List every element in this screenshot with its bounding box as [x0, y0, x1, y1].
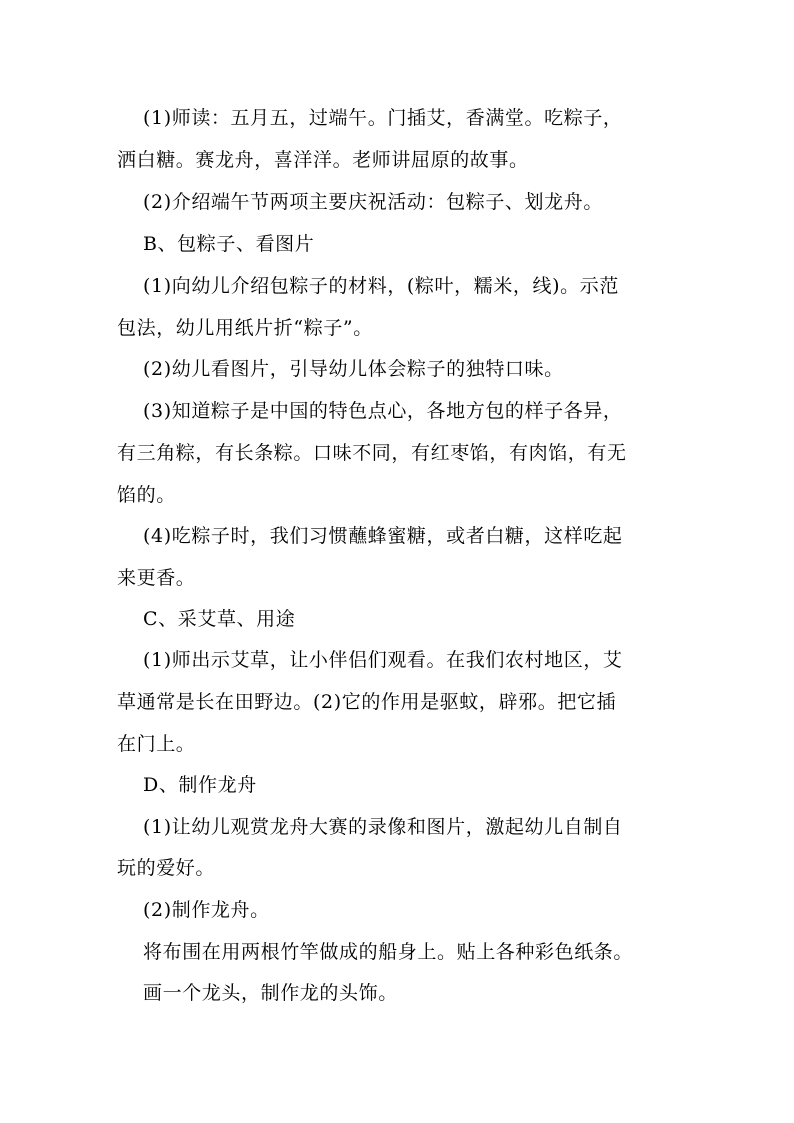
paragraph-line: 洒白糖。赛龙舟，喜洋洋。老师讲屈原的故事。 — [117, 149, 529, 171]
paragraph-line: 在门上。 — [117, 733, 196, 755]
paragraph-line: (1)让幼儿观赏龙舟大赛的录像和图片，激起幼儿自制自 — [143, 816, 623, 838]
paragraph-line: (1)师出示艾草，让小伴侣们观看。在我们农村地区，艾 — [143, 649, 623, 671]
paragraph-line: 馅的。 — [117, 484, 176, 506]
paragraph-line: 来更香。 — [117, 567, 196, 589]
paragraph-line: 玩的爱好。 — [117, 857, 216, 879]
paragraph-line: (2)幼儿看图片，引导幼儿体会粽子的独特口味。 — [143, 358, 564, 380]
paragraph-line: (2)制作龙舟。 — [143, 899, 270, 921]
paragraph-line: 将布围在用两根竹竿做成的船身上。贴上各种彩色纸条。 — [143, 941, 634, 963]
paragraph-line: 画一个龙头，制作龙的头饰。 — [143, 982, 398, 1004]
section-heading: C、采艾草、用途 — [143, 608, 296, 630]
paragraph-line: (4)吃粽子时，我们习惯蘸蜂蜜糖，或者白糖，这样吃起 — [143, 525, 623, 547]
paragraph-line: (1)向幼儿介绍包粽子的材料，(粽叶，糯米，线)。示范 — [143, 275, 619, 297]
paragraph-line: (3)知道粽子是中国的特色点心，各地方包的样子各异， — [143, 400, 623, 422]
paragraph-line: 有三角粽，有长条粽。口味不同，有红枣馅，有肉馅，有无 — [117, 442, 627, 464]
section-heading: D、制作龙舟 — [143, 774, 257, 796]
paragraph-line: 包法，幼儿用纸片折“粽子”。 — [117, 317, 373, 339]
paragraph-line: 草通常是长在田野边。(2)它的作用是驱蚊，辟邪。把它插 — [117, 691, 617, 713]
paragraph-line: (1)师读：五月五，过端午。门插艾，香满堂。吃粽子， — [143, 107, 623, 129]
section-heading: B、包粽子、看图片 — [143, 233, 315, 255]
paragraph-line: (2)介绍端午节两项主要庆祝活动：包粽子、划龙舟。 — [143, 191, 603, 213]
